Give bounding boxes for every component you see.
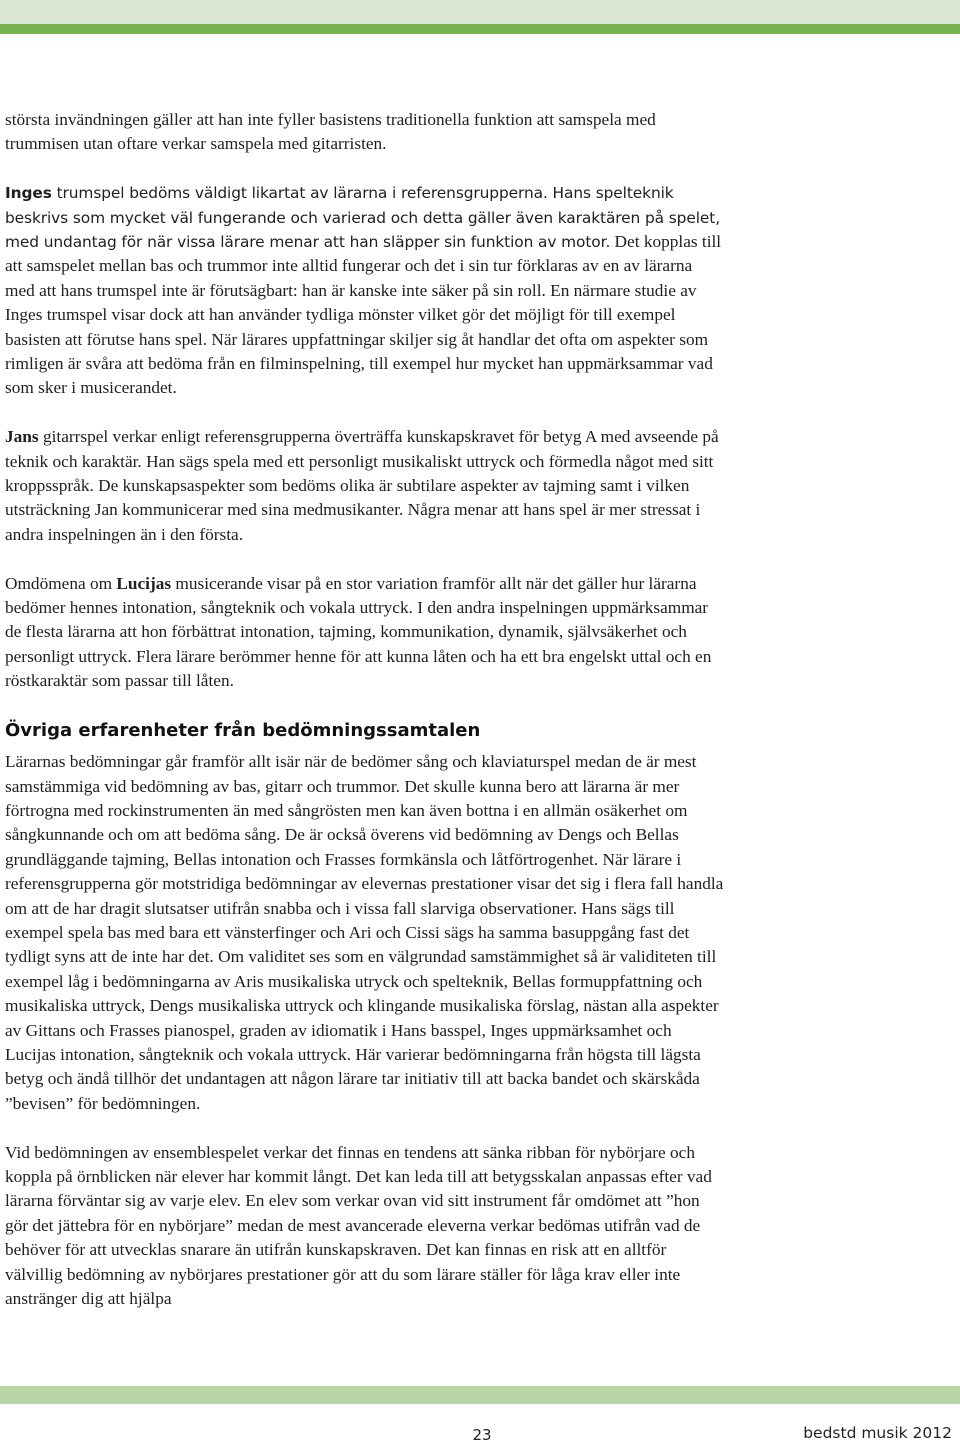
student-name-lucijas: Lucijas (116, 573, 172, 593)
student-name-inges: Inges (5, 184, 52, 203)
paragraph-lucijas (5, 572, 725, 694)
paragraph-text: Lärarnas bedömningar går framför allt isär när de bedömer sång och klaviaturspel medan de är mest samstämmiga vid bedömning av bas, gitarr och trummor. Det skulle kunna bero att lärarna är mer förtrogna med rockinstrumenten än med sångrösten men kan även bottna i en allmän osäkerhet om sångkunnande och om att bedöma sång. De är också överens vid bedömning av Dengs och Bellas grundläggande tajming, Bellas intonation och Frasses formkänsla och låtförtrogenhet. När lärare i referensgrupperna gör motstridiga bedömningar av elevernas prestationer visar det sig i flera fall handla om att de har dragit slutsatser utifrån snabba och i vissa fall slarviga observationer. Hans sägs till exempel spela bas med bara ett vänsterfinger och Ari och Cissi sägs ha samma basuppgång fast det tydligt syns att de inte har det. Om validitet ses som en välgrundad samstämmighet så är validiteten till exempel låg i bedömningarna av Aris musikaliska utryck och spelteknik, Bellas formuppfattning och musikaliska uttryck, Dengs musikaliska uttryck och klingande musikaliska förslag, nästan alla aspekter av Gittans och Frasses pianospel, graden av idiomatik i Hans basspel, Inges uppmärksamhet och Lucijas intonation, sångteknik och vokala uttryck. Här varierar bedömningarna från högsta till lägsta betyg och ändå tillhör det undantagen att någon lärare tar initiativ till att backa bandet och skärskåda ”bevisen” för bedömningen. (5, 752, 724, 1113)
top-bar-green-stripe (0, 24, 960, 34)
top-decorative-bar (0, 0, 960, 36)
bottom-decorative-bar (0, 1386, 960, 1404)
paragraph-text: Det kopplas till att samspelet mellan bas och trummor inte alltid fungerar och det i sin tur förklaras av en av lärarna med att hans trumspel inte är förutsägbart: han är kanske inte säker på sin roll. En närmare studie av Inges trumspel visar dock att han använder tydliga mönster vilket gör det möjligt för till exempel basisten att förutse hans spel. När lärares uppfattningar skiljer sig åt handlar det ofta om aspekter som rimligen är svåra att bedöma från en filminspelning, till exempel hur mycket han uppmärksammar vad som sker i musicerandet. (5, 232, 722, 398)
section-heading: Övriga erfarenheter från bedömningssamtalen (5, 720, 481, 742)
footer-brand: bedstd musik 2012 (803, 1424, 952, 1442)
paragraph-text: Omdömena om (5, 573, 117, 593)
paragraph-text: musicerande visar på en stor variation framför allt när det gäller hur lärarna bedömer hennes intonation, sångteknik och vokala uttryck. I den andra inspelningen uppmärksammar de flesta lärarna att hon förbättrat intonation, tajming, kommunikation, dynamik, självsäkerhet och personligt uttryck. Flera lärare berömmer henne för att kunna låten och ha ett bra engelskt uttal och en röstkaraktär som passar till låten. (5, 573, 712, 691)
paragraph-ensemblespel (5, 1141, 725, 1312)
page-body (5, 108, 725, 1311)
paragraph-larnas-bedomningar (5, 750, 725, 1116)
paragraph-text: största invändningen gäller att han inte fyller basistens traditionella funktion att samspela med trummisen utan oftare verkar samspela med gitarristen. (5, 110, 656, 154)
paragraph-text: Vid bedömningen av ensemblespelet verkar det finnas en tendens att sänka ribban för nybörjare och koppla på örnblicken när elever har kommit långt. Det kan leda till att betygsskalan anpassas efter vad lärarna förväntar sig av varje elev. En elev som verkar ovan vid sitt instrument får omdömet att ”hon gör det jättebra för en nybörjare” medan de mest avancerade eleverna verkar bedömas utifrån vad de behöver för att utvecklas snarare än utifrån kunskapskraven. Det kan finnas en risk att en alltför välvillig bedömning av nybörjares prestationer gör att du som lärare ställer för låga krav eller inte anstränger dig att hjälpa (5, 1142, 712, 1309)
student-name-jans: Jans (5, 427, 39, 447)
paragraph-text: gitarrspel verkar enligt referensgrupperna överträffa kunskapskravet för betyg A med avseende på teknik och karaktär. Han sägs spela med ett personligt musikaliskt uttryck och förmedla något med sitt kroppsspråk. De kunskapsaspekter som bedöms olika är subtilare aspekter av tajming samt i vilken utsträckning Jan kommunicerar med sina medmusikanter. Några menar att hans spel är mer stressat i andra inspelningen än i den första. (5, 427, 719, 544)
paragraph-inges (5, 181, 725, 401)
top-bar-light-stripe (0, 0, 960, 24)
paragraph-text-sans: trumspel bedöms väldigt likartat av lärarna i referensgrupperna. Hans spelteknik beskrivs som mycket väl fungerande och varierad och detta gäller även karaktären på spelet, med undantag för när vissa lärare menar att han släpper sin funktion av motor. (5, 184, 720, 252)
paragraph-basist (5, 108, 725, 157)
paragraph-jans (5, 425, 725, 547)
page-number: 23 (472, 1426, 492, 1444)
